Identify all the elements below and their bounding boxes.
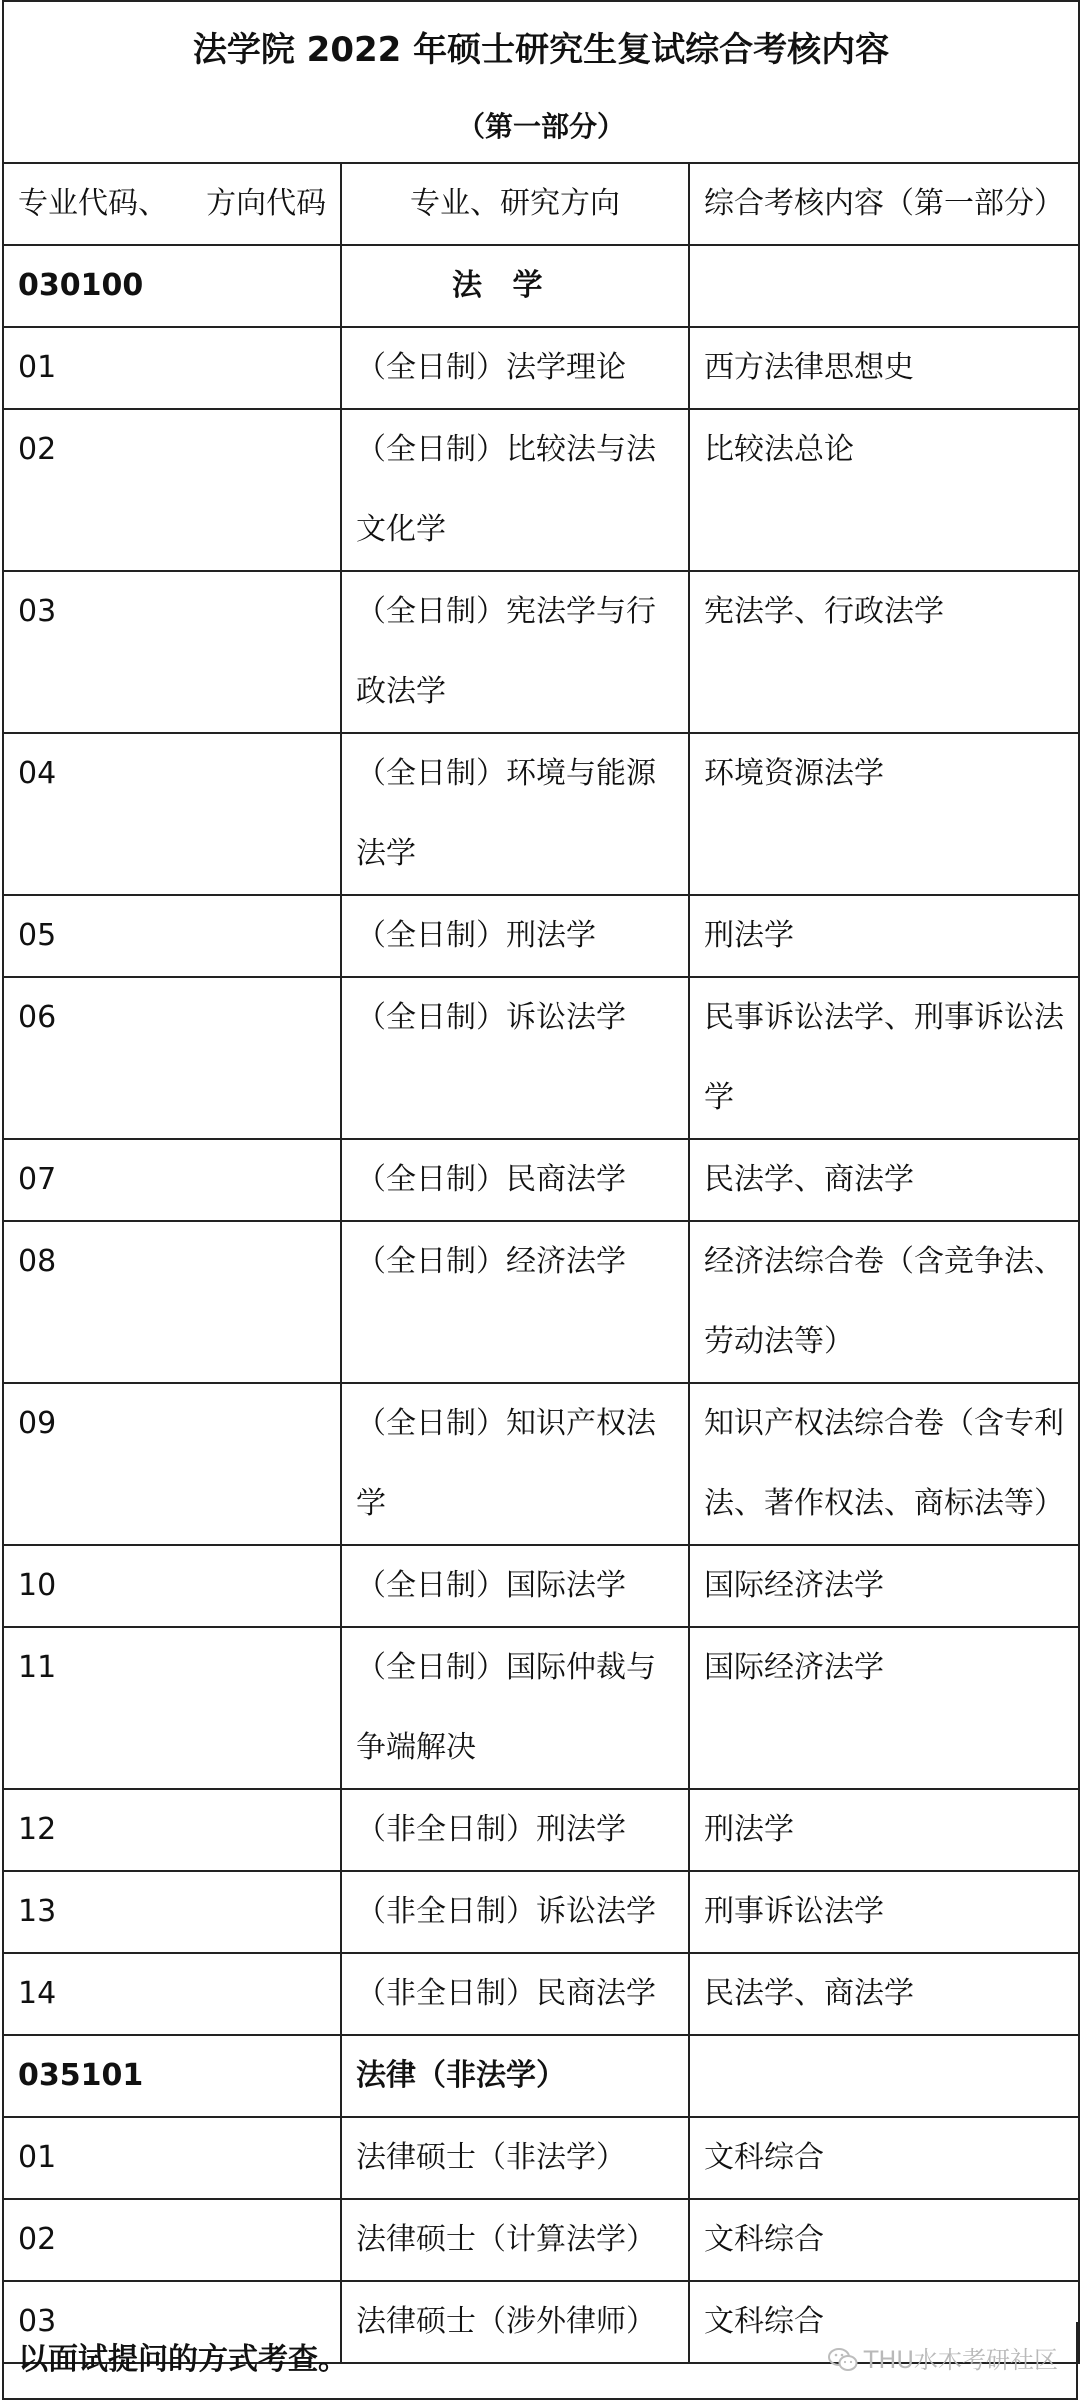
major-cell: （全日制）诉讼法学	[341, 977, 689, 1139]
table-row	[3, 1627, 1079, 1789]
content-cell: 知识产权法综合卷（含专利法、著作权法、商标法等）	[689, 1383, 1079, 1545]
code-cell: 01	[3, 2117, 341, 2199]
table-row	[3, 1871, 1079, 1953]
major-cell: （非全日制）诉讼法学	[341, 1871, 689, 1953]
table-row	[3, 1545, 1079, 1627]
major-cell: 法律（非法学）	[341, 2035, 689, 2117]
code-cell: 01	[3, 327, 341, 409]
header-major: 专业、研究方向	[341, 163, 689, 245]
code-cell: 02	[3, 2199, 341, 2281]
content-cell: 经济法综合卷（含竞争法、劳动法等）	[689, 1221, 1079, 1383]
code-cell: 030100	[3, 245, 341, 327]
major-cell: 法律硕士（计算法学）	[341, 2199, 689, 2281]
code-cell: 08	[3, 1221, 341, 1383]
watermark	[828, 2322, 1058, 2398]
content-cell: 文科综合	[689, 2199, 1079, 2281]
code-cell: 03	[3, 571, 341, 733]
content-cell: 国际经济法学	[689, 1545, 1079, 1627]
code-cell: 11	[3, 1627, 341, 1789]
content-cell: 文科综合	[689, 2281, 1079, 2363]
major-cell: （非全日制）民商法学	[341, 1953, 689, 2035]
code-cell: 12	[3, 1789, 341, 1871]
content-cell: 文科综合	[689, 2117, 1079, 2199]
content-cell: 宪法学、行政法学	[689, 571, 1079, 733]
major-cell: 法 学	[341, 245, 689, 327]
table-row	[3, 977, 1079, 1139]
content-cell: 民法学、商法学	[689, 1953, 1079, 2035]
content-cell: 西方法律思想史	[689, 327, 1079, 409]
footer-row	[2, 2322, 1078, 2400]
section-row	[3, 2035, 1079, 2117]
header-code: 专业代码、 方向代码	[3, 163, 341, 245]
content-cell: 刑事诉讼法学	[689, 1871, 1079, 1953]
major-cell: （全日制）环境与能源法学	[341, 733, 689, 895]
section-row	[3, 245, 1079, 327]
header-content: 综合考核内容（第一部分）	[689, 163, 1079, 245]
table-row	[3, 1383, 1079, 1545]
major-cell: （非全日制）刑法学	[341, 1789, 689, 1871]
document-title: 法学院 2022 年硕士研究生复试综合考核内容	[192, 30, 890, 70]
table-row	[3, 2117, 1079, 2199]
code-cell: 03	[3, 2281, 341, 2363]
major-cell: 法律硕士（非法学）	[341, 2117, 689, 2199]
major-cell: （全日制）经济法学	[341, 1221, 689, 1383]
watermark-text: THU水木考研社区	[863, 2346, 1058, 2374]
code-cell: 10	[3, 1545, 341, 1627]
assessment-table	[2, 0, 1080, 2364]
major-cell: （全日制）宪法学与行政法学	[341, 571, 689, 733]
major-cell: （全日制）国际法学	[341, 1545, 689, 1627]
major-cell: （全日制）国际仲裁与争端解决	[341, 1627, 689, 1789]
table-row	[3, 895, 1079, 977]
code-cell: 05	[3, 895, 341, 977]
table-row	[3, 1953, 1079, 2035]
code-cell: 13	[3, 1871, 341, 1953]
content-cell: 刑法学	[689, 1789, 1079, 1871]
table-row	[3, 327, 1079, 409]
major-cell: （全日制）知识产权法学	[341, 1383, 689, 1545]
content-cell: 国际经济法学	[689, 1627, 1079, 1789]
header-row	[3, 163, 1079, 245]
table-row	[3, 571, 1079, 733]
table-row	[3, 1789, 1079, 1871]
table-row	[3, 1221, 1079, 1383]
major-cell: （全日制）法学理论	[341, 327, 689, 409]
content-cell	[689, 2035, 1079, 2117]
content-cell: 比较法总论	[689, 409, 1079, 571]
document-subtitle: （第一部分）	[457, 110, 626, 143]
table-row	[3, 733, 1079, 895]
content-cell: 刑法学	[689, 895, 1079, 977]
content-cell: 民法学、商法学	[689, 1139, 1079, 1221]
content-cell: 环境资源法学	[689, 733, 1079, 895]
code-cell: 09	[3, 1383, 341, 1545]
code-cell: 07	[3, 1139, 341, 1221]
table-row	[3, 1139, 1079, 1221]
footer-note: 以面试提问的方式考查。	[18, 2342, 348, 2377]
title-cell	[3, 1, 1079, 163]
major-cell: 法律硕士（涉外律师）	[341, 2281, 689, 2363]
content-cell: 民事诉讼法学、刑事诉讼法学	[689, 977, 1079, 1139]
code-cell: 14	[3, 1953, 341, 2035]
major-cell: （全日制）民商法学	[341, 1139, 689, 1221]
major-cell: （全日制）刑法学	[341, 895, 689, 977]
code-cell: 06	[3, 977, 341, 1139]
wechat-icon	[828, 2347, 858, 2373]
title-row	[3, 1, 1079, 163]
major-cell: （全日制）比较法与法文化学	[341, 409, 689, 571]
code-cell: 04	[3, 733, 341, 895]
table-row	[3, 409, 1079, 571]
content-cell	[689, 245, 1079, 327]
code-cell: 02	[3, 409, 341, 571]
code-cell: 035101	[3, 2035, 341, 2117]
table-row	[3, 2199, 1079, 2281]
